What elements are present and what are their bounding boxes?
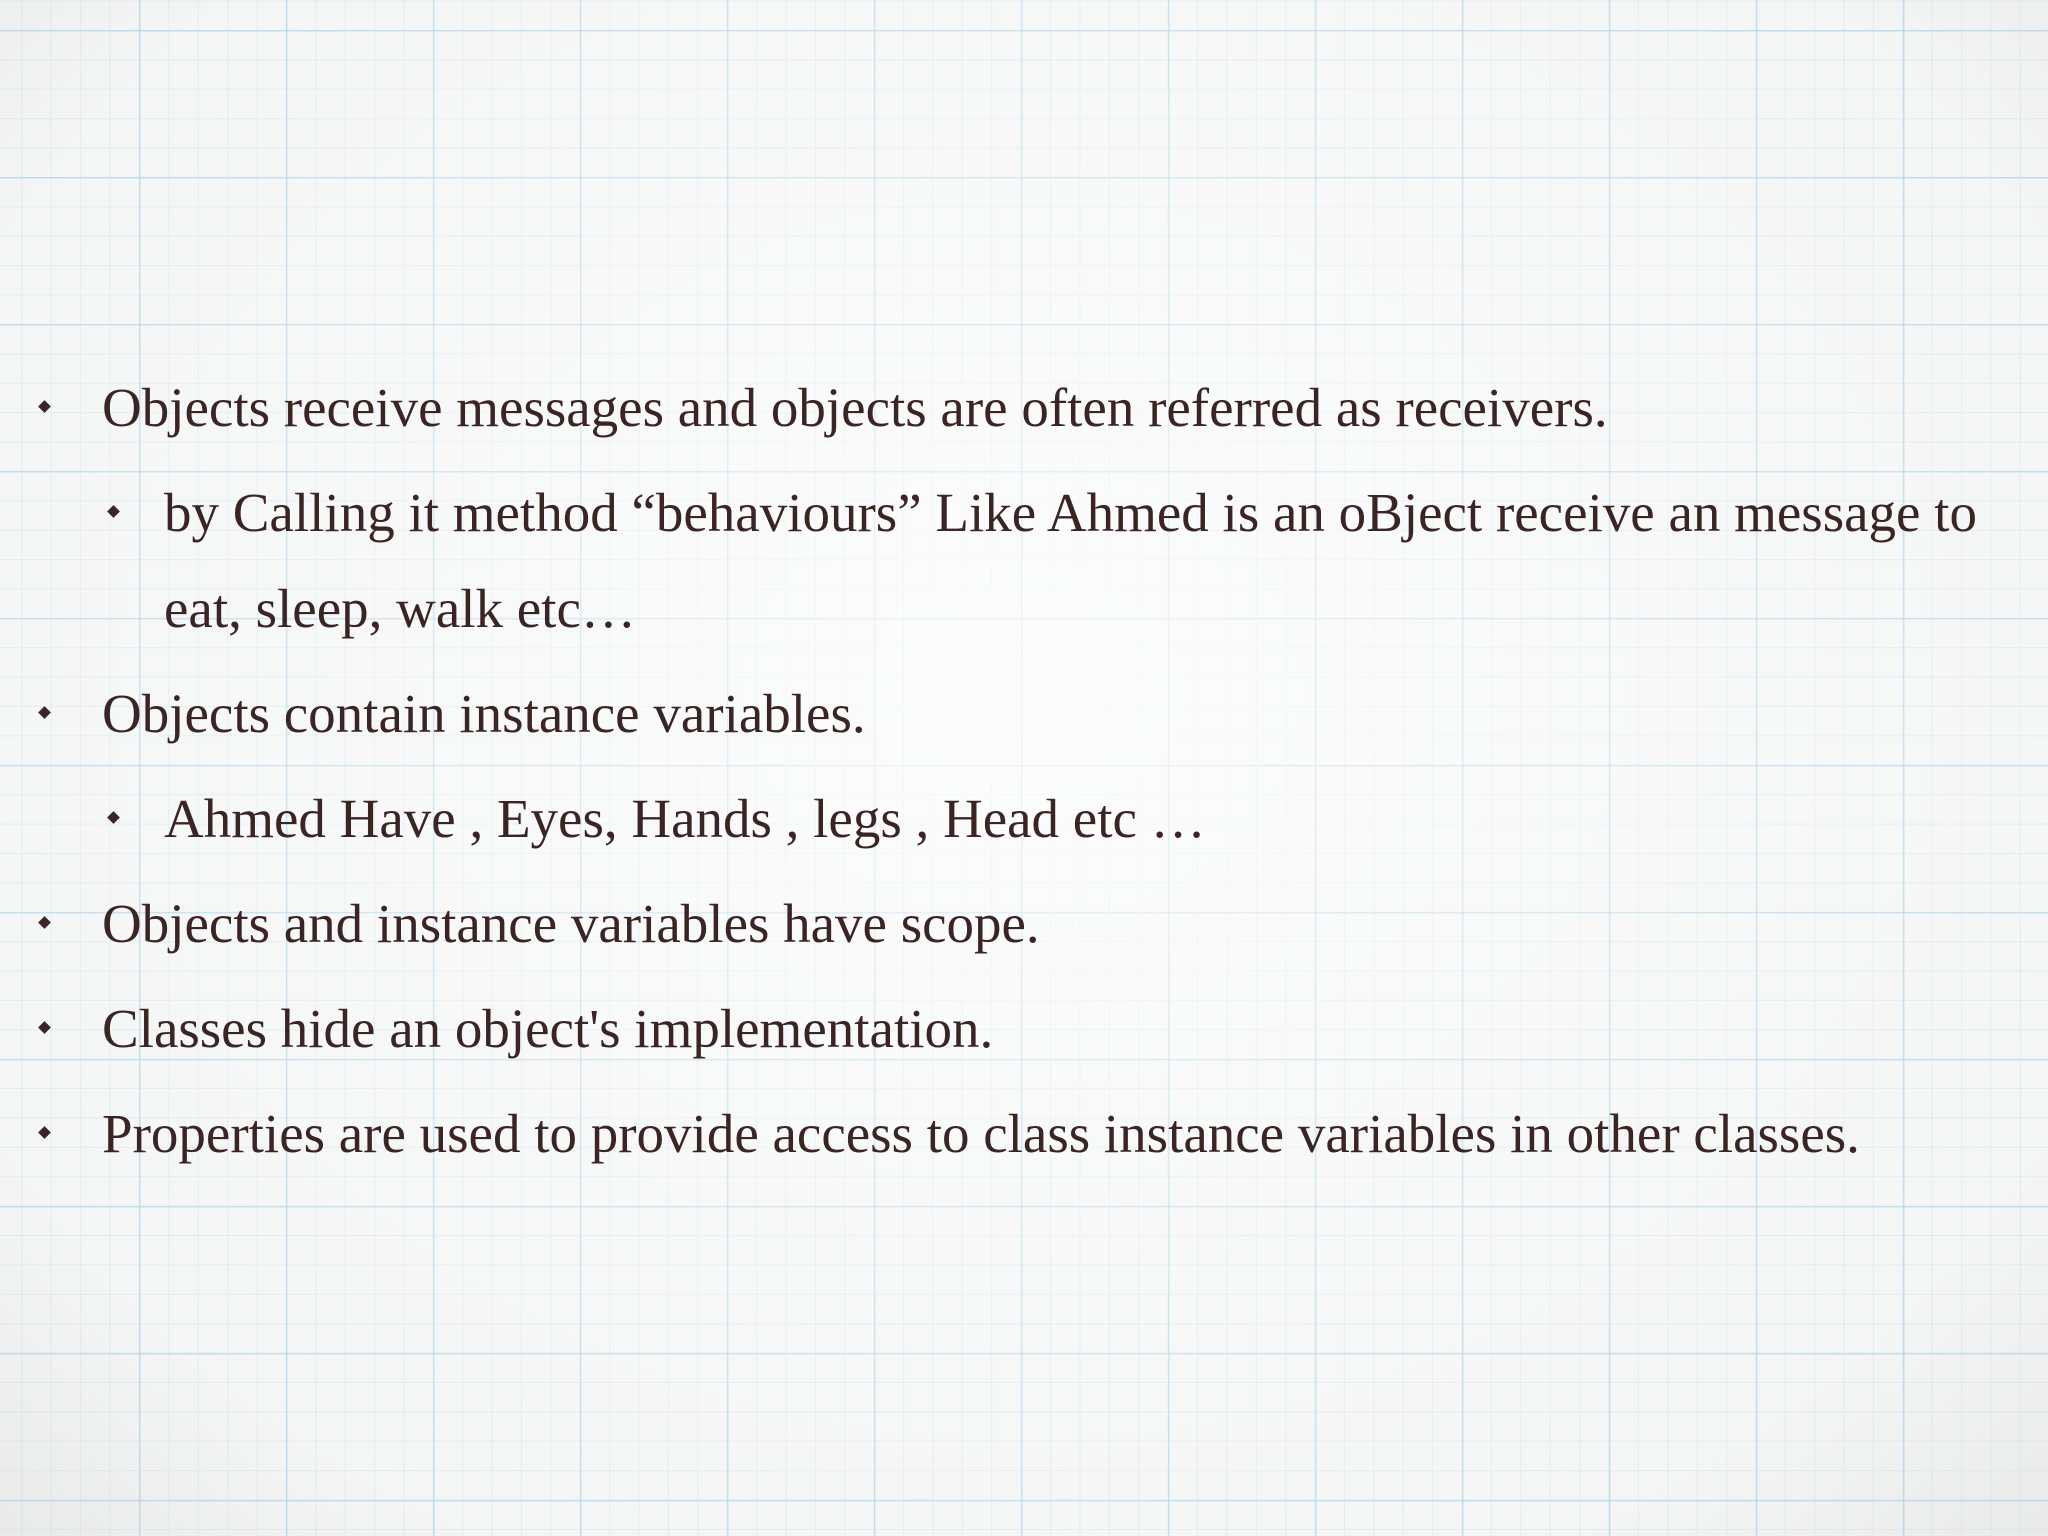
- bullet-text: Objects and instance variables have scope.: [102, 893, 1040, 954]
- diamond-bullet-icon: [38, 1126, 51, 1139]
- bullet-text: Classes hide an object's implementation.: [102, 998, 994, 1059]
- diamond-bullet-icon: [107, 505, 120, 518]
- bullet-item: [0, 360, 2048, 456]
- sub-bullet-text: by Calling it method “behaviours” Like Ahmed is an oBject receive an message to eat, sleep, walk etc…: [164, 482, 1977, 639]
- diamond-bullet-icon: [38, 400, 51, 413]
- bullet-text: Properties are used to provide access to class instance variables in other classes.: [102, 1103, 1860, 1164]
- sub-bullet-item: [0, 465, 2044, 657]
- diamond-bullet-icon: [38, 1021, 51, 1034]
- bullet-item: [0, 1086, 2048, 1182]
- bullet-text: Objects receive messages and objects are often referred as receivers.: [102, 377, 1608, 438]
- sub-bullet-text: Ahmed Have , Eyes, Hands , legs , Head etc …: [164, 788, 1206, 849]
- bullet-item: [0, 876, 2048, 972]
- bullet-text: Objects contain instance variables.: [102, 683, 866, 744]
- bullet-item: [0, 666, 2048, 762]
- sub-bullet-item: [0, 771, 2048, 867]
- diamond-bullet-icon: [38, 706, 51, 719]
- bullet-item: [0, 981, 2048, 1077]
- diamond-bullet-icon: [38, 916, 51, 929]
- diamond-bullet-icon: [107, 811, 120, 824]
- bullet-list: [0, 360, 2048, 1191]
